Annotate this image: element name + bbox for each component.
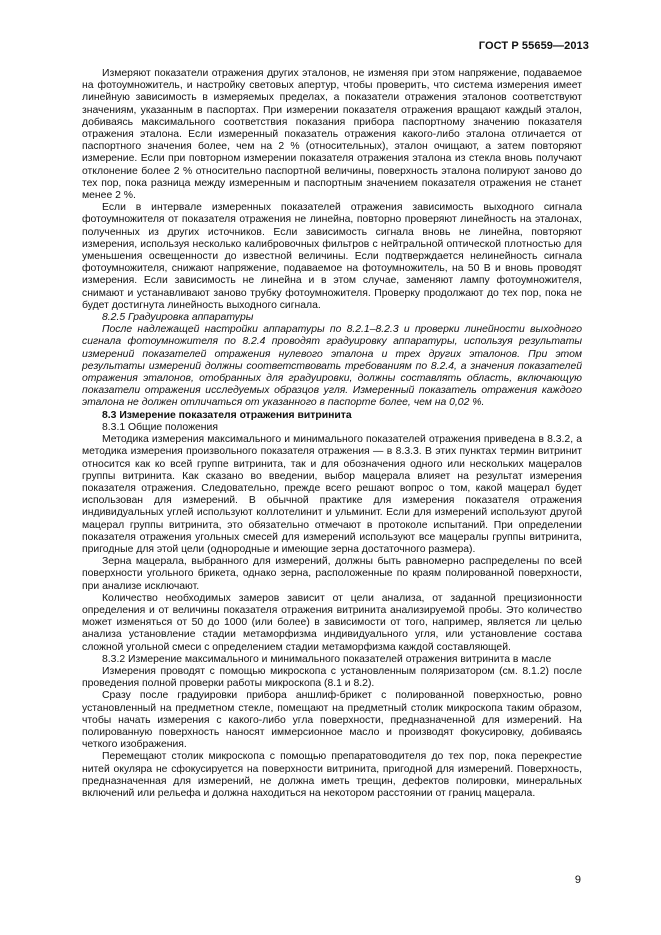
paragraph: Количество необходимых замеров зависит от цели анализа, от заданной прецизионности определения и от величины показателя отражения витринита анализируемой пробы. Это количество может изменяться от 50 до 1000 (или более) в зависимости от того, например, является ли целью анализа установление стадии метаморфизма индивидуального угля, или установление состава сложной угольной смеси с определением стадии метаморфизма каждой составляющей. (82, 592, 582, 653)
paragraph: Измерения проводят с помощью микроскопа с установленным поляризатором (см. 8.1.2) после проведения полной проверки работы микроскопа (8.1 и 8.2). (82, 665, 582, 690)
page-number: 9 (574, 874, 581, 886)
subsection-heading-8-3-2: 8.3.2 Измерение максимального и минимального показателей отражения витринита в масле (102, 653, 552, 665)
paragraph: Измеряют показатели отражения других эталонов, не изменяя при этом напряжение, подаваемое на фотоумножитель, и настройку световых апертур, чтобы проверить, что система измерения имеет линейную зависимость в измеряемых пределах, а показатели отражения эталонов соответствуют значениям, указанным в паспортах. При измерении показателя отражения вращают каждый эталон, добиваясь максимального соответствия показания прибора паспортному значению показателя отражения эталона. Если измеренный показатель отражения какого-либо эталона отличается от паспортного значения более, чем на 2 % (относительных), эталон очищают, а затем повторяют измерение. Если при повторном измерении показателя отражения эталона из стекла вновь получают отклонение более 2 % относительно паспортной величины, поверхность эталона полируют заново до тех пор, пока разница между измеренным и паспортным значением показателя отражения не станет менее 2 %. (82, 68, 582, 202)
document-body (82, 68, 582, 800)
paragraph: Перемещают столик микроскопа с помощью препаратоводителя до тех пор, пока перекрестие нитей окуляра не сфокусируется на поверхности витринита, пригодной для измерений. Поверхность, предназначенная для измерений, не должна иметь трещин, дефектов полировки, минеральных включений или рельефа и должна находиться на некотором расстоянии от границ мацерала. (82, 751, 582, 799)
paragraph: Сразу после градуировки прибора аншлиф-брикет с полированной поверхностью, ровно установленный на предметном стекле, помещают на предметный столик микроскопа таким образом, чтобы начать измерения с какого-либо угла поверхности, предназначенной для измерений. На полированную поверхность наносят иммерсионное масло и производят фокусировку, добиваясь четкого изображения. (82, 690, 582, 751)
section-heading-8-2-5: 8.2.5 Градуировка аппаратуры (102, 312, 254, 324)
paragraph: После надлежащей настройки аппаратуры по 8.2.1–8.2.3 и проверки линейности выходного сигнала фотоумножителя по 8.2.4 проводят градуировку аппаратуры, используя результаты измерений показателей отражения нулевого эталона и трех других эталонов. При этом результаты измерений должны соответствовать требованиям по 8.2.4, а значения показателей отражения эталонов, отобранных для градуировки, должны составлять область, включающую показатели отражения исследуемых образцов угля. Измеренный показатель отражения каждого эталона не должен отличаться от указанного в паспорте более, чем на 0,02 %. (82, 324, 582, 409)
standard-header: ГОСТ Р 55659—2013 (478, 40, 589, 52)
paragraph: Если в интервале измеренных показателей отражения зависимость выходного сигнала фотоумножителя от показателя отражения не линейна, повторно проверяют линейность на эталонах, полученных из других источников. Если зависимость сигнала вновь не линейна, повторяют измерения, используя несколько калибровочных фильтров с нейтральной оптической плотностью для уменьшения освещенности до известной величины. Если подтверждается нелинейность сигнала фотоумножителя, снижают напряжение, подаваемое на фотоумножитель, на 50 В и вновь проводят измерения. Если зависимость не линейна и в этом случае, заменяют лампу фотоумножителя, снимают и устанавливают заново трубку фотоумножителя. Проверку продолжают до тех пор, пока не будет достигнута линейность выходного сигнала. (82, 202, 582, 311)
paragraph: Зерна мацерала, выбранного для измерений, должны быть равномерно распределены по всей поверхности угольного брикета, однако зерна, расположенные по краям полированной поверхности, при анализе исключают. (82, 556, 582, 592)
section-heading-8-3: 8.3 Измерение показателя отражения витринита (102, 409, 352, 421)
subsection-heading-8-3-1: 8.3.1 Общие положения (102, 421, 218, 433)
paragraph: Методика измерения максимального и минимального показателей отражения приведена в 8.3.2, а методика измерения произвольного показателя отражения — в 8.3.3. В этих пунктах термин витринит относится как ко всей группе витринита, так и для обозначения одного или нескольких мацералов группы витринита. Как сказано во введении, выбор мацерала влияет на результат измерения показателя отражения. Следовательно, прежде всего решают вопрос о том, какой мацерал будет использован для измерений. В обычной практике для измерения показателя отражения индивидуальных углей используют коллотелинит и ульминит. Если для измерений используют другой мацерал группы витринита, это обязательно отмечают в протоколе испытаний. При определении показателя отражения угольных смесей для измерений используют все мацералы группы витринита, пригодные для этой цели (однородные и имеющие зерна достаточного размера). (82, 434, 582, 555)
